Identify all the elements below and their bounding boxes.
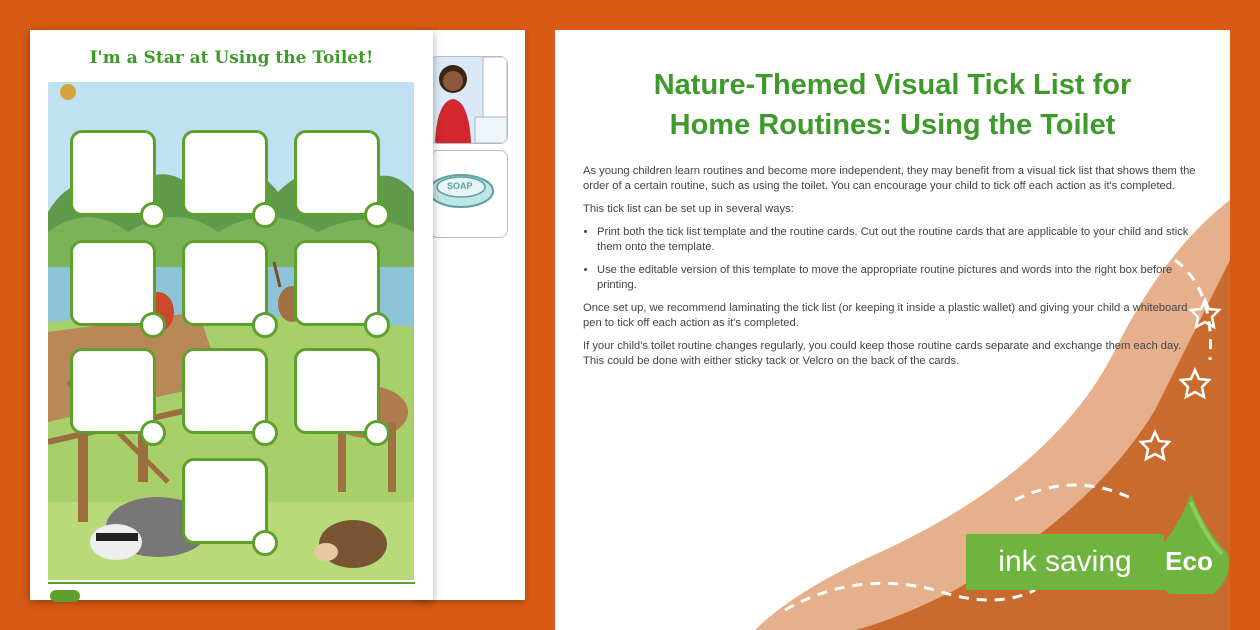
setup-lead: This tick list can be set up in several ways: (583, 203, 794, 215)
tick-circle-3[interactable] (364, 202, 390, 228)
tick-box-10[interactable] (182, 458, 268, 544)
tick-box-7[interactable] (70, 348, 156, 434)
tick-box-1[interactable] (70, 130, 156, 216)
tick-circle-9[interactable] (364, 420, 390, 446)
changes-paragraph: If your child's toilet routine changes regularly, you could keep those routine cards separate and exchange them each day. This could be done with either sticky tack or Velcro on the back of the cards. (583, 340, 1182, 367)
tick-box-8[interactable] (182, 348, 268, 434)
tick-circle-10[interactable] (252, 530, 278, 556)
eco-droplet-icon (1146, 492, 1236, 594)
tick-circle-5[interactable] (252, 312, 278, 338)
routine-card-child-at-sink (430, 56, 508, 144)
tick-box-4[interactable] (70, 240, 156, 326)
ink-saving-eco-badge (966, 532, 1246, 594)
setup-option-2: • Use the editable version of this template to move the appropriate routine pictures and words into the right box before printing. (597, 263, 1198, 293)
product-title-line2: Home Routines: Using the Toilet (669, 109, 1116, 141)
tick-circle-4[interactable] (140, 312, 166, 338)
setup-option-1: • Print both the tick list template and the routine cards. Cut out the routine cards that are applicable to your child and stick them onto the template. (597, 225, 1198, 255)
footer-divider (48, 582, 415, 584)
tick-box-6[interactable] (294, 240, 380, 326)
soap-bar-icon (431, 151, 507, 237)
ink-saving-label: ink saving (966, 534, 1164, 590)
tick-list-sheet (30, 30, 433, 600)
child-at-sink-icon (431, 57, 507, 143)
brand-logo-icon (50, 590, 80, 602)
eco-label: Eco (1165, 546, 1213, 576)
tick-circle-1[interactable] (140, 202, 166, 228)
tick-circle-2[interactable] (252, 202, 278, 228)
product-description (583, 164, 1198, 377)
nature-scene (48, 82, 414, 580)
setup-options-list (583, 225, 1198, 293)
tick-box-3[interactable] (294, 130, 380, 216)
tick-box-2[interactable] (182, 130, 268, 216)
tick-circle-7[interactable] (140, 420, 166, 446)
routine-card-soap (430, 150, 508, 238)
product-title-line1: Nature-Themed Visual Tick List for (653, 69, 1132, 101)
tick-list-title: I'm a Star at Using the Toilet! (89, 48, 374, 68)
recommend-paragraph: Once set up, we recommend laminating the tick list (or keeping it inside a plastic wallet) and giving your child a whiteboard pen to tick off each action as it's completed. (583, 302, 1188, 329)
tick-circle-8[interactable] (252, 420, 278, 446)
soap-label: SOAP (447, 181, 473, 191)
tick-box-9[interactable] (294, 348, 380, 434)
tick-box-5[interactable] (182, 240, 268, 326)
tick-circle-6[interactable] (364, 312, 390, 338)
intro-paragraph: As young children learn routines and become more independent, they may benefit from a visual tick list that shows them the order of a certain routine, such as using the toilet. You can encourage your child to tick off each action as it's completed. (583, 165, 1196, 192)
